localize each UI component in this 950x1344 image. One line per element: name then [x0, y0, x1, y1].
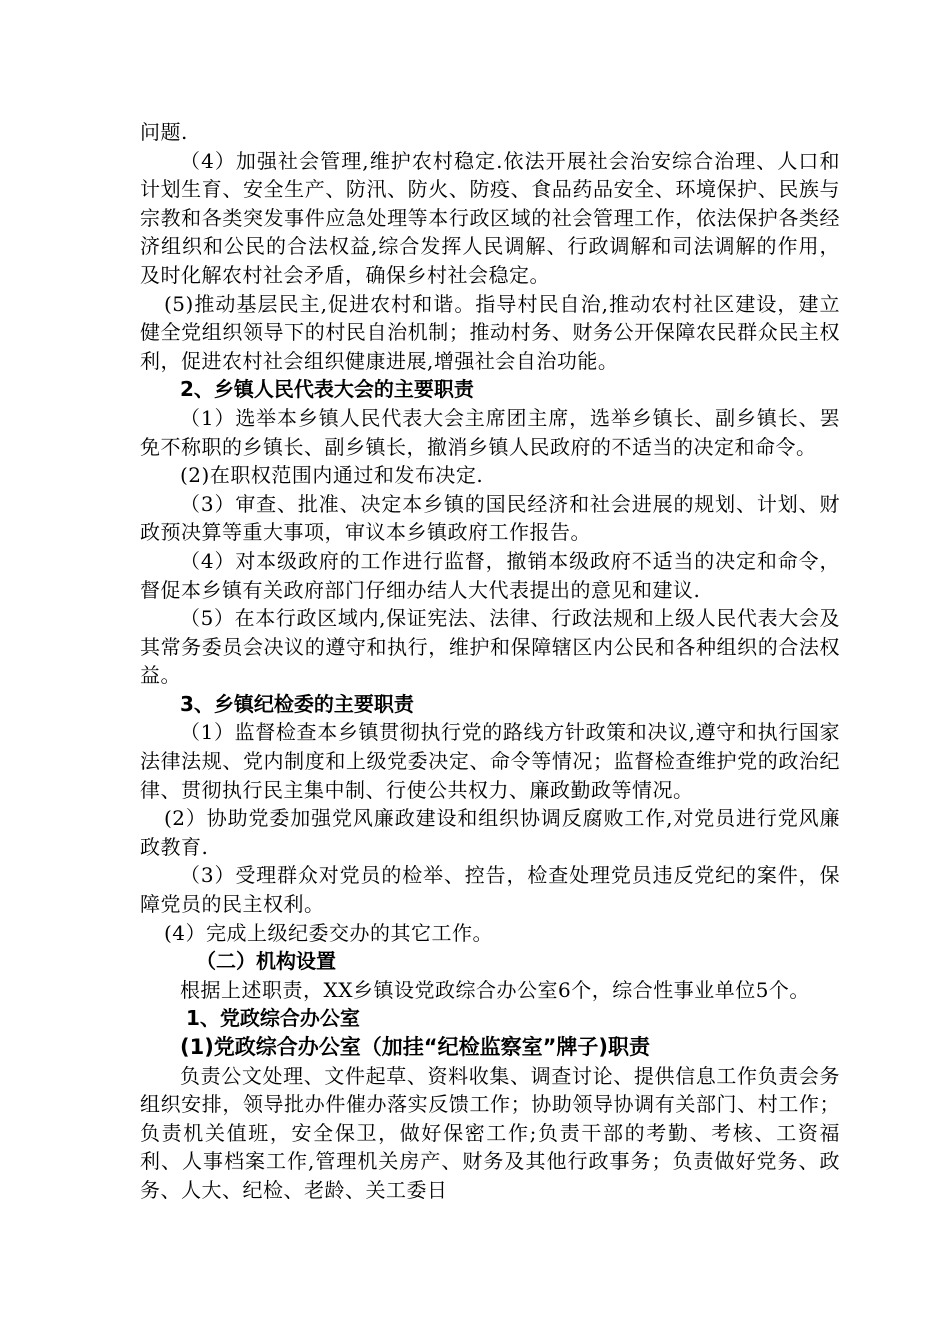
body-paragraph: （5）在本行政区域内,保证宪法、法律、行政法规和上级人民代表大会及其常务委员会决议的遵守和执行，维护和保障辖区内公民和各种组织的合法权益。 [140, 606, 840, 688]
body-paragraph: (5)推动基层民主,促进农村和谐。指导村民自治,推动农村社区建设，建立健全党组织领导下的村民自治机制；推动村务、财务公开保障农民群众民主权利，促进农村社会组织健康进展,增强社会自治功能。 [140, 291, 840, 373]
body-paragraph: （4）加强社会管理,维护农村稳定.依法开展社会治安综合治理、人口和计划生育、安全生产、防汛、防火、防疫、食品药品安全、环境保护、民族与宗教和各类突发事件应急处理等本行政区域的社会管理工作，依法保护各类经济组织和公民的合法权益,综合发挥人民调解、行政调解和司法调解的作用，及时化解农村社会矛盾，确保乡村社会稳定。 [140, 148, 840, 287]
body-paragraph: 根据上述职责，XX乡镇设党政综合办公室6个，综合性事业单位5个。 [180, 977, 810, 1002]
body-paragraph: 负责公文处理、文件起草、资料收集、调查讨论、提供信息工作负责会务组织安排，领导批办件催办落实反馈工作；协助领导协调有关部门、村工作；负责机关值班，安全保卫，做好保密工作;负责干部的考勤、考核、工资福利、人事档案工作,管理机关房产、财务及其他行政事务；负责做好党务、政务、人大、纪检、老龄、关工委日 [140, 1063, 840, 1202]
body-paragraph: (4）完成上级纪委交办的其它工作。 [164, 920, 494, 945]
body-paragraph: (2）协助党委加强党风廉政建设和组织协调反腐败工作,对党员进行党风廉政教育. [140, 806, 840, 859]
body-paragraph: （1）选举本乡镇人民代表大会主席团主席，选举乡镇长、副乡镇长、罢免不称职的乡镇长、副乡镇长，撤消乡镇人民政府的不适当的决定和命令。 [140, 405, 840, 459]
section-heading: 2、乡镇人民代表大会的主要职责 [180, 377, 474, 402]
section-heading: (1)党政综合办公室（加挂“纪检监察室”牌子)职责 [180, 1035, 651, 1059]
body-paragraph: （4）对本级政府的工作进行监督，撤销本级政府不适当的决定和命令，督促本乡镇有关政府部门仔细办结人大代表提出的意见和建议. [140, 548, 840, 602]
section-heading: （二）机构设置 [196, 949, 336, 974]
section-heading: 1、党政综合办公室 [186, 1006, 360, 1031]
section-heading: 3、乡镇纪检委的主要职责 [180, 691, 414, 716]
document-body [140, 118, 840, 1205]
body-paragraph: （3）审查、批准、决定本乡镇的国民经济和社会进展的规划、计划、财政预决算等重大事项，审议本乡镇政府工作报告。 [140, 491, 840, 545]
body-paragraph: (2)在职权范围内通过和发布决定. [180, 463, 484, 488]
body-paragraph: （1）监督检查本乡镇贯彻执行党的路线方针政策和决议,遵守和执行国家法律法规、党内制度和上级党委决定、命令等情况；监督检查维护党的政治纪律、贯彻执行民主集中制、行使公共权力、廉政勤政等情况。 [140, 720, 840, 802]
body-paragraph: 问题. [140, 120, 188, 144]
body-paragraph: （3）受理群众对党员的检举、控告，检查处理党员违反党纪的案件，保障党员的民主权利。 [140, 863, 840, 917]
